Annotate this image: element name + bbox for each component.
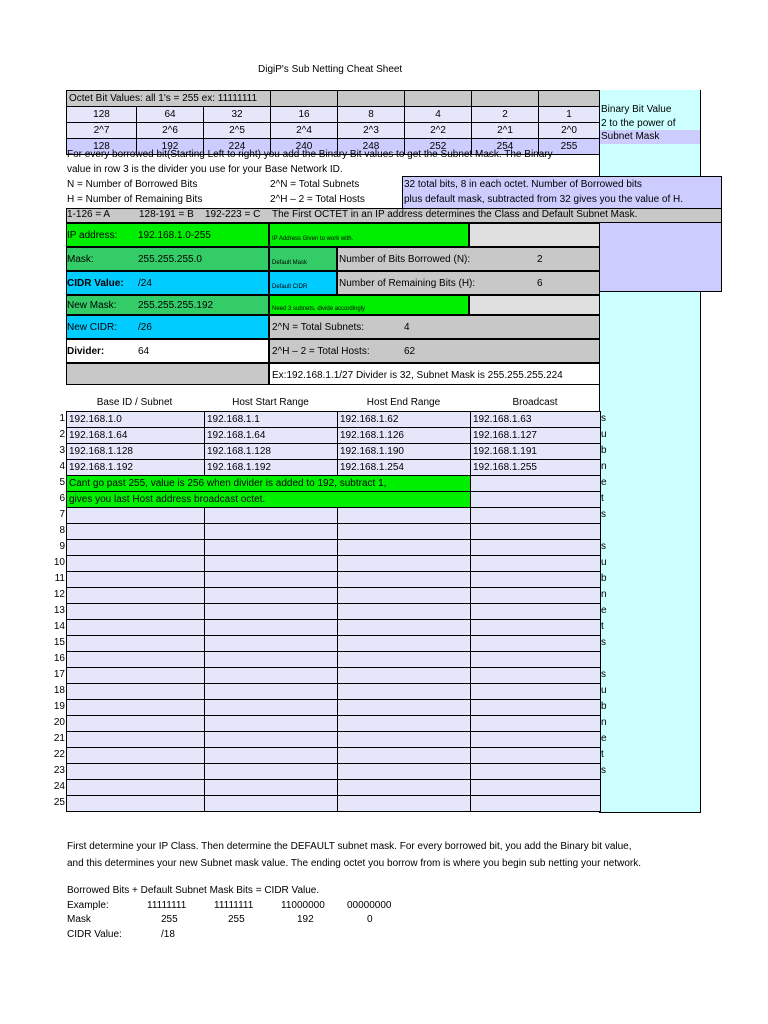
power-value: 2^5 <box>204 123 271 139</box>
newmask-blank-cell <box>469 295 600 315</box>
subnets-value: 4 <box>404 322 410 333</box>
bit-value: 128 <box>67 107 137 123</box>
row-number: 8 <box>59 525 65 536</box>
power-value: 2^3 <box>338 123 405 139</box>
bit-value: 32 <box>204 107 271 123</box>
power-value: 2^7 <box>67 123 137 139</box>
side-label-power: 2 to the power of <box>601 118 676 129</box>
ip-note: IP Address Given to work with. <box>272 236 354 242</box>
ip-blank-cell <box>469 223 600 247</box>
host-end: 192.168.1.126 <box>338 428 471 444</box>
broadcast: 192.168.1.127 <box>471 428 601 444</box>
example-bits: 11000000 <box>281 900 325 911</box>
hosts-label: 2^H – 2 = Total Hosts: <box>272 346 370 357</box>
row-number: 2 <box>59 429 65 440</box>
row-number: 3 <box>59 445 65 456</box>
vertical-letter: e <box>601 477 607 488</box>
host-start: 192.168.1.64 <box>205 428 338 444</box>
example-cidr: /18 <box>161 929 175 940</box>
row-number: 14 <box>53 621 65 632</box>
broadcast: 192.168.1.255 <box>471 460 601 476</box>
row-number: 25 <box>53 797 65 808</box>
vertical-letter: n <box>601 461 607 472</box>
mask-label: Mask: <box>67 254 94 265</box>
row-number: 17 <box>53 669 65 680</box>
remaining-label: Number of Remaining Bits (H): <box>339 278 476 289</box>
example-blank-cell <box>66 363 269 385</box>
explain-line-2: value in row 3 is the divider you use for your Base Network ID. <box>67 164 343 175</box>
power-value: 2^4 <box>271 123 338 139</box>
row-number: 20 <box>53 717 65 728</box>
mask-value: 192 <box>137 139 204 155</box>
row-number: 1 <box>59 413 65 424</box>
row-number: 15 <box>53 637 65 648</box>
class-a: 1-126 = A <box>67 209 111 220</box>
bit-value: 4 <box>405 107 472 123</box>
broadcast: 192.168.1.191 <box>471 444 601 460</box>
vertical-letter: u <box>601 429 607 440</box>
col-header-start: Host Start Range <box>232 397 309 408</box>
row-number: 16 <box>53 653 65 664</box>
divider-value: 64 <box>138 346 150 357</box>
vertical-letter: n <box>601 589 607 600</box>
row-number: 7 <box>59 509 65 520</box>
base-id: 192.168.1.128 <box>67 444 205 460</box>
example-mask: 255 <box>228 914 245 925</box>
row-number: 21 <box>53 733 65 744</box>
subnets-label: 2^N = Total Subnets: <box>272 322 365 333</box>
row-number: 13 <box>53 605 65 616</box>
bit-value: 8 <box>338 107 405 123</box>
row-number: 24 <box>53 781 65 792</box>
mask-value: 255 <box>539 139 600 155</box>
host-start: 192.168.1.192 <box>205 460 338 476</box>
side-label-binary: Binary Bit Value <box>601 104 672 115</box>
vertical-letter: s <box>601 541 606 552</box>
mask-value: 128 <box>67 139 137 155</box>
host-end: 192.168.1.62 <box>338 412 471 428</box>
power-value: 2^0 <box>539 123 600 139</box>
mask-value: 240 <box>271 139 338 155</box>
octet-header: Octet Bit Values: all 1's = 255 ex: 11111111 <box>67 91 271 107</box>
row-number: 11 <box>54 573 65 584</box>
bit-values-table <box>66 90 600 155</box>
vertical-letter: e <box>601 733 607 744</box>
vertical-letter: t <box>601 621 604 632</box>
example-mask-label: Mask <box>67 914 91 925</box>
ip-label: IP address: <box>67 230 118 241</box>
broadcast: 192.168.1.63 <box>471 412 601 428</box>
row-number: 22 <box>53 749 65 760</box>
row-number: 12 <box>53 589 65 600</box>
mask-value: 248 <box>338 139 405 155</box>
vertical-letter: s <box>601 413 606 424</box>
mask-value: 252 <box>405 139 472 155</box>
newcidr-value: /26 <box>138 322 152 333</box>
vertical-letter: s <box>601 637 606 648</box>
col-header-base: Base ID / Subnet <box>96 397 173 408</box>
vertical-letter: b <box>601 573 607 584</box>
note-row-5: Cant go past 255, value is 256 when divider is added to 192, subtract 1, <box>67 476 471 492</box>
n-formula: 2^N = Total Subnets <box>270 179 360 190</box>
col-header-broadcast: Broadcast <box>512 397 558 408</box>
vertical-letter: s <box>601 765 606 776</box>
example-line: Ex:192.168.1.1/27 Divider is 32, Subnet Mask is 255.255.255.224 <box>272 370 563 381</box>
base-id: 192.168.1.64 <box>67 428 205 444</box>
hosts-value: 62 <box>404 346 416 357</box>
mask-value: 254 <box>472 139 539 155</box>
cidr-label: CIDR Value: <box>67 278 124 289</box>
mask-value: 255.255.255.0 <box>138 254 202 265</box>
power-value: 2^2 <box>405 123 472 139</box>
side-label-mask: Subnet Mask <box>601 131 660 142</box>
footer-line-1: First determine your IP Class. Then determine the DEFAULT subnet mask. For every borrowed bit, you add the Binary bit value, <box>67 841 632 852</box>
class-c: 192-223 = C <box>205 209 261 220</box>
newmask-note: Need 3 subnets, divide accordingly <box>272 306 366 312</box>
cidr-value: /24 <box>138 278 152 289</box>
example-bits: 00000000 <box>347 900 392 911</box>
vertical-letter: b <box>601 701 607 712</box>
vertical-letter: s <box>601 509 606 520</box>
subnet-table <box>66 411 601 812</box>
newmask-value: 255.255.255.192 <box>138 300 214 311</box>
bit-value: 64 <box>137 107 204 123</box>
mask-note: Default Mask <box>272 260 308 266</box>
host-start: 192.168.1.128 <box>205 444 338 460</box>
row-number: 10 <box>53 557 65 568</box>
vertical-letter: u <box>601 557 607 568</box>
example-label: Example: <box>67 900 109 911</box>
mask-value: 224 <box>204 139 271 155</box>
page-title: DigiP's Sub Netting Cheat Sheet <box>258 64 403 75</box>
vertical-letter: u <box>601 685 607 696</box>
host-end: 192.168.1.190 <box>338 444 471 460</box>
power-value: 2^6 <box>137 123 204 139</box>
class-b: 128-191 = B <box>139 209 194 220</box>
base-id: 192.168.1.192 <box>67 460 205 476</box>
footer-line-2: and this determines your new Subnet mask value. The ending octet you borrow from is where you begin sub netting your network. <box>67 858 642 869</box>
newcidr-label: New CIDR: <box>67 322 118 333</box>
note-line-2: plus default mask, subtracted from 32 gives you the value of H. <box>404 194 684 205</box>
explain-line-1: For every borrowed bit(Starting Left to right) you add the Binary Bit values to get the Subnet Mask. The Binary <box>67 149 553 160</box>
note-line-1: 32 total bits, 8 in each octet. Number of Borrowed bits <box>404 179 642 190</box>
vertical-letter: t <box>601 749 604 760</box>
row-number: 19 <box>53 701 65 712</box>
h-formula: 2^H – 2 = Total Hosts <box>270 194 365 205</box>
example-mask: 0 <box>367 914 373 925</box>
n-definition: N = Number of Borrowed Bits <box>67 179 198 190</box>
newmask-label: New Mask: <box>67 300 117 311</box>
col-header-end: Host End Range <box>366 397 441 408</box>
row-number: 9 <box>59 541 65 552</box>
row-number: 23 <box>53 765 65 776</box>
note-row-6: gives you last Host address broadcast octet. <box>67 492 471 508</box>
vertical-letter: n <box>601 717 607 728</box>
borrowed-value: 2 <box>537 254 543 265</box>
example-mask: 192 <box>297 914 314 925</box>
ip-value: 192.168.1.0-255 <box>138 230 211 241</box>
bit-value: 16 <box>271 107 338 123</box>
class-note: The First OCTET in an IP address determines the Class and Default Subnet Mask. <box>272 209 638 220</box>
bit-value: 2 <box>472 107 539 123</box>
cidr-note: Default CIDR <box>272 284 308 290</box>
row-number: 4 <box>59 461 65 472</box>
base-id: 192.168.1.0 <box>67 412 205 428</box>
footer-line-3: Borrowed Bits + Default Subnet Mask Bits = CIDR Value. <box>67 885 320 896</box>
bit-value: 1 <box>539 107 600 123</box>
vertical-letter: s <box>601 669 606 680</box>
example-bits: 11111111 <box>147 900 187 911</box>
host-end: 192.168.1.254 <box>338 460 471 476</box>
power-value: 2^1 <box>472 123 539 139</box>
vertical-letter: t <box>601 493 604 504</box>
example-mask: 255 <box>161 914 178 925</box>
row-number: 6 <box>59 493 65 504</box>
divider-label: Divider: <box>67 346 105 357</box>
remaining-value: 6 <box>537 278 543 289</box>
example-bits: 11111111 <box>214 900 254 911</box>
example-cidr-label: CIDR Value: <box>67 929 122 940</box>
vertical-letter: b <box>601 445 607 456</box>
borrowed-label: Number of Bits Borrowed (N): <box>339 254 471 265</box>
row-number: 18 <box>53 685 65 696</box>
row-number: 5 <box>59 477 65 488</box>
vertical-letter: e <box>601 605 607 616</box>
h-definition: H = Number of Remaining Bits <box>67 194 203 205</box>
host-start: 192.168.1.1 <box>205 412 338 428</box>
